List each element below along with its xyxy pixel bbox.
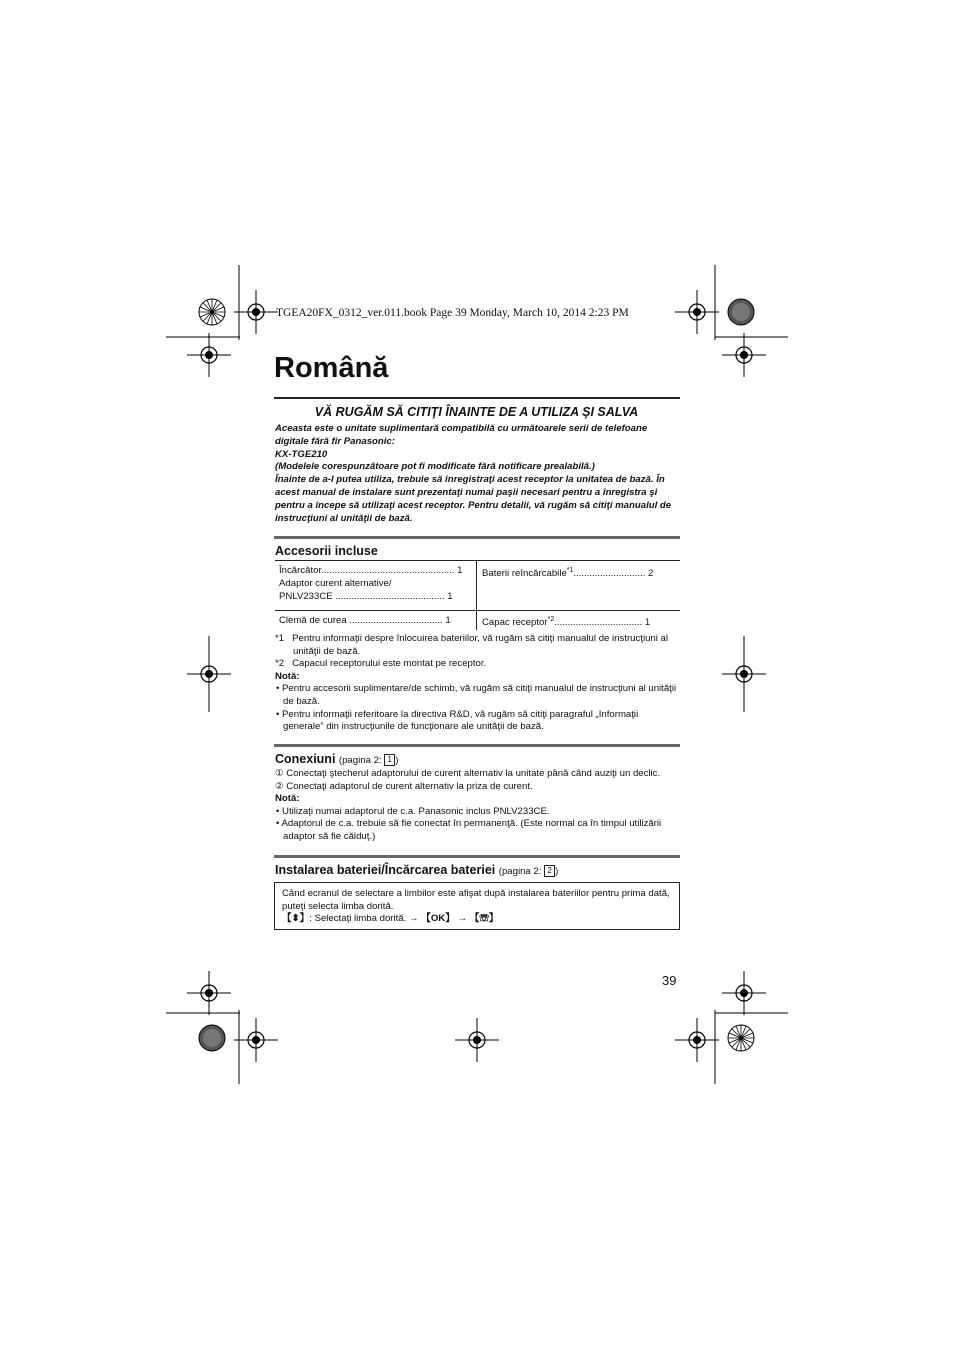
off-key-icon: 【☏】 — [469, 913, 499, 925]
table-cell: Capac receptor$^{*2}$................................. 1 — [482, 616, 651, 629]
accessories-heading: Accesorii incluse — [275, 544, 378, 558]
page-title: Română — [274, 352, 389, 384]
connections-body — [275, 768, 680, 844]
list-item: • Utilizaţi numai adaptorul de c.a. Panasonic inclus PNLV233CE. — [276, 805, 550, 817]
table-cell: Încărcător.................................................. 1 Adaptor curent alternative/ PNLV233CE ......................................... 1 — [279, 565, 463, 602]
ok-key: 【OK】 — [421, 913, 455, 925]
intro-line-1: Aceasta este o unitate suplimentară compatibilă cu următoarele serii de telefoane digitale fără fir Panasonic: — [275, 423, 648, 447]
note-label: Notă: — [275, 793, 300, 805]
list-item: ① Conectaţi ştecherul adaptorului de curent alternativ la unitate până când auziţi un declic. — [275, 768, 661, 779]
battery-heading: Instalarea bateriei/Încărcarea bateriei (pagina 2: 2 ) — [275, 863, 559, 877]
list-item: ② Conectaţi adaptorul de curent alternativ la priza de curent. — [275, 780, 533, 792]
file-header-note: TGEA20FX_0312_ver.011.book Page 39 Monday, March 10, 2014 2:23 PM — [276, 307, 629, 319]
accessories-table — [275, 560, 680, 630]
section-rule-battery — [274, 855, 680, 858]
arrow-icon: → — [408, 913, 419, 925]
list-item: • Pentru accesorii suplimentare/de schimb, vă rugăm să citiţi manualul de instrucţiuni al unităţii de bază. — [276, 683, 677, 707]
arrow-icon: → — [457, 913, 468, 925]
section-rule-connections — [274, 744, 680, 747]
table-cell: Clemă de curea ................................... 1 — [279, 615, 451, 626]
intro-text — [275, 423, 680, 525]
connections-heading: Conexiuni (pagina 2: 1 ) — [275, 752, 399, 766]
intro-model: KX-TGE210 — [275, 448, 328, 460]
page-number: 39 — [662, 973, 677, 988]
intro-line-2: (Modelele corespunzătoare pot fi modificate fără notificare prealabilă.) — [275, 461, 595, 473]
accessories-footnotes: *1 Pentru informaţii despre înlocuirea bateriilor, vă rugăm să citiţi manualul de instrucţiuni al unităţii de bază. *2 Capacul receptorului este montat pe receptor. Notă: • Pentru accesorii suplimentare/de schimb, vă rugăm să citiţi manualul de instrucţiuni al unităţii de bază. • Pentru informaţii referitoare la directiva R&D, vă rugăm să citiţi paragraful „Informaţii generale” din instrucţiunile de funcţionare ale unităţii de bază. — [275, 633, 680, 734]
section-rule-accessories — [274, 536, 680, 539]
list-item: • Adaptorul de c.a. trebuie să fie conectat în permanenţă. (Este normal ca în timpul utilizării adaptor să fie călduţ.) — [276, 818, 662, 842]
nav-key-icon: 【⬍】 — [282, 913, 310, 925]
list-item: • Pentru informaţii referitoare la directiva R&D, vă rugăm să citiţi paragraful „Informaţii generale” din instrucţiunile de funcţionare ale unităţii de bază. — [276, 708, 639, 733]
language-select-box: Când ecranul de selectare a limbilor este afişat după instalarea bateriilor pentru prima dată, puteţi selecta limba dorită. 【⬍】: Selectaţi limba dorită. → 【OK】 → 【☏】 — [274, 882, 680, 930]
note-label: Notă: — [275, 670, 300, 682]
title-rule — [274, 397, 680, 399]
warning-heading: VĂ RUGĂM SĂ CITIŢI ÎNAINTE DE A UTILIZA ŞI SALVA — [314, 405, 639, 419]
table-cell: Baterii reîncărcabile$^{*1}$........................... 2 — [482, 567, 654, 580]
intro-line-3: Înainte de a-l putea utiliza, trebuie să înregistraţi acest receptor la unitatea de bază. În acest manual de instalare sunt prezentaţi numai paşii necesari pentru a înregistra şi pentru a începe să utilizaţi acest receptor. Pentru detalii, vă rugăm să citiţi manualul de instrucţiuni al unităţii de bază. — [275, 474, 672, 524]
